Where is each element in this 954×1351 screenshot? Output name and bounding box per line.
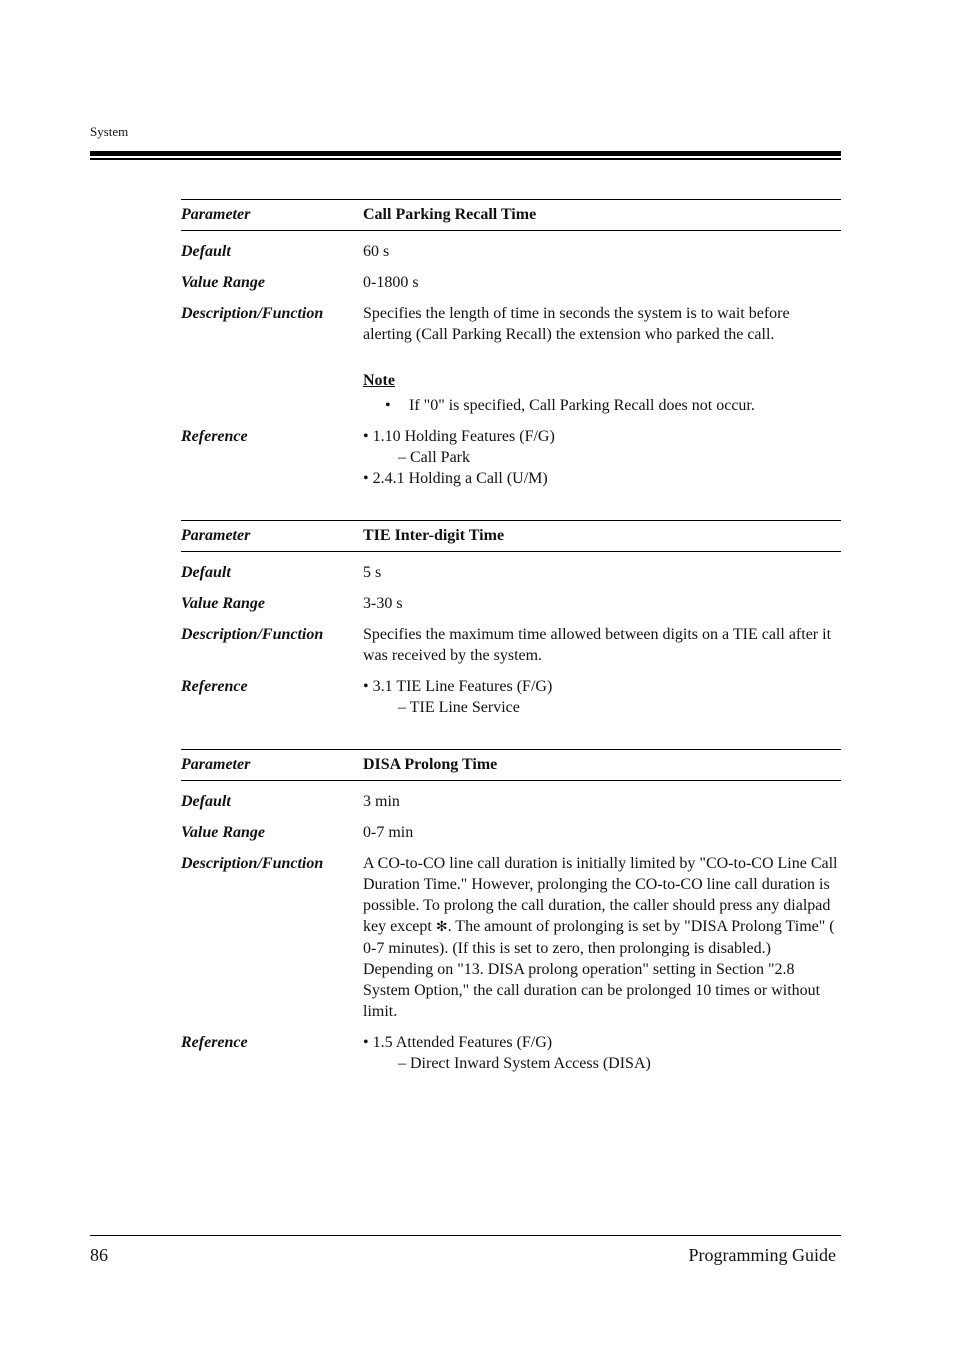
description-text: Specifies the length of time in seconds the system is to wait before alerting (Call Parking Recall) the extension who parked the call. — [363, 305, 790, 343]
parameter-label: Parameter — [181, 756, 251, 773]
reference-list — [363, 426, 841, 489]
description-row — [181, 303, 841, 416]
parameter-label: Parameter — [181, 527, 251, 544]
header-rule — [90, 151, 841, 156]
reference-label: Reference — [181, 428, 248, 445]
running-header: System — [90, 124, 129, 139]
reference-row — [181, 426, 841, 489]
footer-rule — [90, 1235, 841, 1236]
reference-label: Reference — [181, 678, 248, 695]
description-label: Description/Function — [181, 626, 324, 643]
value-range-label: Value Range — [181, 274, 266, 291]
reference-item: • 1.10 Holding Features (F/G) — [363, 428, 555, 445]
parameter-name: Call Parking Recall Time — [363, 206, 537, 223]
description-text-part1: A CO-to-CO line call duration is initially limited by "CO-to-CO Line Call Duration Time." However, prolonging the CO-to-CO line call duration is possible. To prolong the call duration, the caller should press any dialpad key except — [363, 855, 838, 935]
default-label: Default — [181, 243, 231, 260]
parameter-name: TIE Inter-digit Time — [363, 527, 505, 544]
note-item — [363, 395, 841, 416]
description-cell — [363, 303, 841, 416]
note-bullet: • — [385, 397, 391, 414]
default-row — [181, 562, 841, 583]
note-heading: Note — [363, 372, 395, 389]
description-text: Specifies the maximum time allowed between digits on a TIE call after it was received by the system. — [363, 626, 832, 664]
reference-item: • 3.1 TIE Line Features (F/G) — [363, 678, 553, 695]
default-value: 60 s — [363, 243, 390, 260]
reference-subitem: – Direct Inward System Access (DISA) — [398, 1055, 651, 1072]
parameter-row — [181, 749, 841, 781]
parameter-table-tie-inter-digit — [181, 520, 841, 718]
description-label: Description/Function — [181, 305, 324, 322]
description-label: Description/Function — [181, 855, 324, 872]
reference-subitem: – TIE Line Service — [398, 699, 520, 716]
value-range-row — [181, 593, 841, 614]
value-range-row — [181, 272, 841, 293]
value-range-label: Value Range — [181, 824, 266, 841]
value-range-label: Value Range — [181, 595, 266, 612]
reference-row — [181, 1032, 841, 1074]
reference-item: • 1.5 Attended Features (F/G) — [363, 1034, 553, 1051]
parameter-row — [181, 199, 841, 231]
parameter-table-disa-prolong — [181, 749, 841, 1074]
value-range-value: 3-30 s — [363, 595, 403, 612]
default-label: Default — [181, 564, 231, 581]
description-row — [181, 624, 841, 666]
guide-title: Programming Guide — [688, 1245, 836, 1265]
page-number: 86 — [90, 1245, 108, 1265]
description-row — [181, 853, 841, 1022]
parameter-table-call-parking-recall — [181, 199, 841, 489]
description-text-part2: . The amount of prolonging is set by "DISA Prolong Time" ( 0-7 minutes). (If this is set to zero, then prolonging is disabled.) Depending on "13. DISA prolong operation" setting in Section "2.8 System Option," the call duration can be prolonged 10 times or without limit. — [363, 918, 835, 1020]
reference-item: • 2.4.1 Holding a Call (U/M) — [363, 470, 548, 487]
default-value: 5 s — [363, 564, 382, 581]
header-rule-thin — [90, 158, 841, 160]
description-text — [363, 853, 841, 1022]
value-range-value: 0-7 min — [363, 824, 414, 841]
asterisk-key-icon: ✻ — [435, 919, 448, 935]
default-value: 3 min — [363, 793, 400, 810]
default-row — [181, 241, 841, 262]
reference-row — [181, 676, 841, 718]
default-label: Default — [181, 793, 231, 810]
reference-list — [363, 1032, 841, 1074]
default-row — [181, 791, 841, 812]
reference-label: Reference — [181, 1034, 248, 1051]
value-range-value: 0-1800 s — [363, 274, 419, 291]
parameter-name: DISA Prolong Time — [363, 756, 498, 773]
parameter-label: Parameter — [181, 206, 251, 223]
note-text: If "0" is specified, Call Parking Recall does not occur. — [409, 397, 755, 414]
reference-list — [363, 676, 841, 718]
parameter-row — [181, 520, 841, 552]
reference-subitem: – Call Park — [398, 449, 470, 466]
value-range-row — [181, 822, 841, 843]
